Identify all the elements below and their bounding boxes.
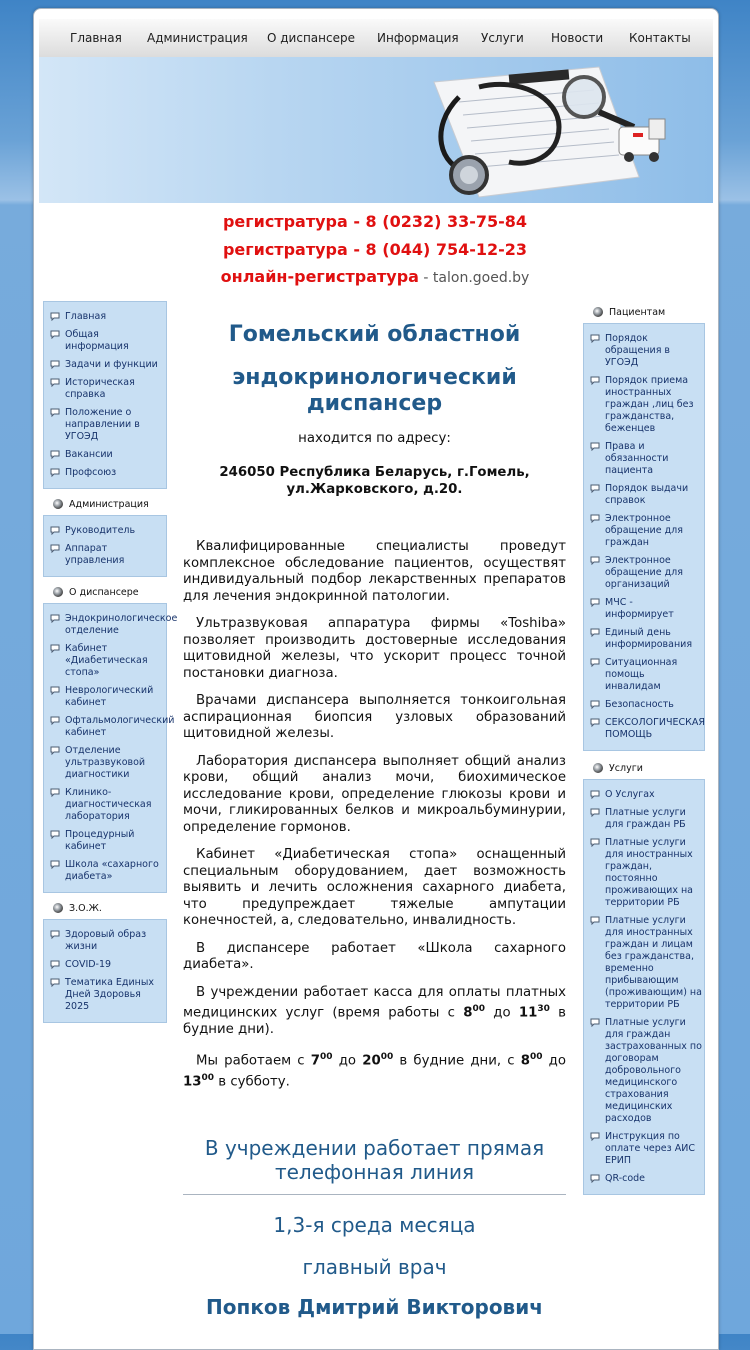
right-patients-item-label: Порядок обращения в УГОЭД [605,333,671,368]
left-main-item-4[interactable] [44,404,166,446]
hotline-schedule: 1,3-я среда месяца [273,1213,476,1238]
comment-bubble-icon [590,598,600,607]
comment-bubble-icon [50,408,60,417]
right-services-item-label: Платные услуги для граждан РБ [605,807,686,830]
hours-text-3: в будние дни, с [393,1053,521,1069]
doctor-name: Попков Дмитрий Викторович [206,1295,543,1320]
comment-bubble-icon [590,916,600,925]
comment-bubble-icon [50,526,60,535]
left-about-item-label: Эндокринологическое отделение [65,613,178,636]
comment-bubble-icon [590,1174,600,1183]
comment-bubble-icon [590,718,600,727]
right-patients-item-label: Порядок приема иностранных граждан ,лиц без гражданства, беженцев [605,375,694,434]
comment-bubble-icon [590,1018,600,1027]
right-patients-item-6[interactable] [584,594,704,624]
left-main-item-5[interactable] [44,446,166,464]
phone-2-text: регистратура - 8 (044) 754-12-23 [222,240,528,259]
left-main-item-label: Положение о направлении в УГОЭД [65,407,140,442]
right-patients-item-label: Единый день информирования [605,627,693,650]
right-patients-item-label: Электронное обращение для граждан [605,513,683,548]
top-nav [39,19,713,58]
nav-item-4[interactable]: Услуги [481,31,524,45]
hours-saturday-to-min: 00 [201,1073,215,1084]
nav-item-1[interactable]: Администрация [147,31,248,45]
menu-bullet-icon [593,763,603,773]
cash-text-1: В учреждении работает касса для оплаты платных медицинских услуг (время работы с [183,984,566,1021]
cash-minute-to: 30 [537,1004,550,1014]
right-services-item-label: Платные услуги для граждан застрахованных по договорам добровольного медицинского страхования медицинских расходов [605,1017,702,1124]
left-main-item-3[interactable] [44,374,166,404]
right-services-item-6[interactable] [584,1170,704,1188]
right-patients-heading [583,301,705,323]
left-main-item-label: Профсоюз [65,467,117,478]
menu-bullet-icon [53,499,63,509]
right-sidebar [583,301,705,1195]
description-paragraph-4: Кабинет «Диабетическая стопа» оснащенный специальным оборудованием, дает возможность выявить и лечить осложнения сахарного диабета, что предупреждает тяжелые ампутации конечностей, а, следовательно, инвалидность. [183,847,566,928]
comment-bubble-icon [50,978,60,987]
nav-item-0[interactable]: Главная [70,31,122,45]
left-about-item-6[interactable] [44,826,166,856]
online-registration-label: онлайн-регистратура [220,267,419,286]
left-zoz-item-label: COVID-19 [65,959,112,970]
right-patients-item-1[interactable] [584,372,704,438]
right-services-item-label: Инструкция по оплате через АИС ЕРИП [605,1131,695,1166]
comment-bubble-icon [50,746,60,755]
comment-bubble-icon [590,808,600,817]
comment-bubble-icon [50,450,60,459]
left-about-menu [43,603,178,893]
left-about-item-label: Неврологический кабинет [65,685,154,708]
comment-bubble-icon [590,514,600,523]
hours-saturday-from-min: 00 [529,1052,543,1063]
comment-bubble-icon [590,658,600,667]
comment-bubble-icon [50,614,60,623]
hours-text-1: Мы работаем с [196,1053,311,1069]
description-paragraph-1: Ультразвуковая аппаратура фирмы «Toshiba» позволяет производить достоверные исследования щитовидной железы, что ускорит процесс точной постановки диагноза. [183,616,566,681]
address: 246050 Республика Беларусь, г.Гомель, ул.Жарковского, д.20. [219,465,530,497]
left-zoz-item-0[interactable] [44,926,166,956]
left-admin-menu [43,515,167,577]
right-services-item-2[interactable] [584,834,704,912]
hours-weekday-to: 20 [362,1053,381,1069]
right-services-item-label: О Услугах [605,789,655,800]
nav-item-6[interactable]: Контакты [629,31,691,45]
header-banner [39,57,713,203]
left-zoz-heading [43,897,167,919]
left-about-item-label: Отделение ультразвуковой диагностики [65,745,146,780]
left-main-item-2[interactable] [44,356,166,374]
right-services-item-3[interactable] [584,912,704,1014]
right-services-heading [583,757,705,779]
working-hours-paragraph [183,1049,566,1091]
left-main-item-label: Вакансии [65,449,113,460]
left-about-item-label: Офтальмологический кабинет [65,715,175,738]
address-intro: находится по адресу: [298,431,451,446]
stethoscope-banner-image [39,57,713,203]
left-about-item-label: Процедурный кабинет [65,829,135,852]
left-admin-item-label: Аппарат управления [65,543,125,566]
menu-bullet-icon [53,903,63,913]
org-title-line2: эндокринологический диспансер [232,365,517,416]
org-title-line1: Гомельский областной [228,322,521,347]
right-services-item-0[interactable] [584,786,704,804]
cash-hour-from: 8 [463,1005,473,1021]
doctor-role: главный врач [302,1255,447,1280]
cash-text-2: до [485,1005,519,1021]
left-about-item-5[interactable] [44,784,166,826]
right-patients-item-10[interactable] [584,714,704,744]
zoz-heading-text: З.О.Ж. [69,902,102,914]
left-zoz-menu [43,919,167,1023]
hours-weekday-from-min: 00 [320,1052,333,1063]
left-main-item-label: Историческая справка [65,377,135,400]
hours-weekday-from: 7 [310,1053,321,1069]
hours-saturday-from: 8 [520,1053,530,1069]
cash-desk-paragraph [183,985,566,1039]
comment-bubble-icon [50,960,60,969]
left-about-item-label: Школа «сахарного диабета» [65,859,159,882]
cash-text-3: в будние дни). [183,1005,566,1037]
left-zoz-item-label: Здоровый образ жизни [65,929,147,952]
description-paragraph-2: Врачами диспансера выполняется тонкоигольная аспирационная биопсия узловых образований щитовидной железы. [183,693,566,741]
comment-bubble-icon [590,700,600,709]
right-services-menu [583,779,705,1195]
comment-bubble-icon [50,788,60,797]
admin-heading-text: Администрация [69,498,149,510]
online-registration-link[interactable]: talon.goed.by [432,270,530,286]
left-admin-item-label: Руководитель [65,525,136,536]
right-patients-item-7[interactable] [584,624,704,654]
left-admin-item-0[interactable] [44,522,166,540]
about-heading-text: О диспансере [69,586,139,598]
right-patients-item-2[interactable] [584,438,704,480]
menu-bullet-icon [53,587,63,597]
right-services-item-label: QR-code [605,1173,646,1184]
comment-bubble-icon [50,860,60,869]
comment-bubble-icon [50,330,60,339]
comment-bubble-icon [50,716,60,725]
patients-heading-text: Пациентам [609,306,666,318]
comment-bubble-icon [50,544,60,553]
right-patients-item-8[interactable] [584,654,704,696]
right-patients-item-label: МЧС - информирует [605,597,674,620]
comment-bubble-icon [590,442,600,451]
right-patients-item-0[interactable] [584,330,704,372]
comment-bubble-icon [50,378,60,387]
left-about-item-label: Кабинет «Диабетическая стопа» [65,643,148,678]
hours-weekday-to-min: 00 [380,1052,394,1063]
phone-line-1 [0,212,750,231]
comment-bubble-icon [590,628,600,637]
hours-text-2: до [332,1053,363,1069]
right-patients-menu [583,323,705,751]
hours-saturday-to: 13 [183,1074,202,1090]
nav-item-2[interactable]: О диспансере [267,31,355,45]
right-patients-item-5[interactable] [584,552,704,594]
comment-bubble-icon [50,686,60,695]
comment-bubble-icon [590,838,600,847]
menu-bullet-icon [593,307,603,317]
left-about-heading [43,581,167,603]
left-admin-heading [43,493,167,515]
description-paragraph-3: Лаборатория диспансера выполняет общий анализ крови, общий анализ мочи, биохимическое исследование крови, определение глюкозы крови и мочи, гликированных белков и микроальбуминурии, определение гормонов. [183,753,566,835]
hours-text-4: до [542,1053,566,1069]
description-block [183,539,566,974]
left-about-item-4[interactable] [44,742,166,784]
left-zoz-item-2[interactable] [44,974,166,1016]
comment-bubble-icon [590,484,600,493]
left-main-item-label: Главная [65,311,107,322]
cash-minute-from: 00 [472,1004,486,1014]
left-about-item-1[interactable] [44,640,166,682]
left-main-item-label: Общая информация [65,329,129,352]
comment-bubble-icon [50,312,60,321]
nav-item-5[interactable]: Новости [551,31,604,45]
right-patients-item-3[interactable] [584,480,704,510]
hours-text-5: в субботу. [214,1074,290,1090]
left-main-item-6[interactable] [44,464,166,482]
left-main-item-0[interactable] [44,308,166,326]
left-about-item-2[interactable] [44,682,166,712]
online-registration-line [0,267,750,286]
right-patients-item-4[interactable] [584,510,704,552]
left-main-item-1[interactable] [44,326,166,356]
comment-bubble-icon [590,790,600,799]
right-services-item-label: Платные услуги для иностранных граждан, постоянно проживающих на территории РБ [605,837,694,908]
hotline-heading: В учреждении работает прямая телефонная линия [204,1136,545,1185]
right-services-item-label: Платные услуги для иностранных граждан и лицам без гражданства, временно прибывающим (проживающим) на территории РБ [605,915,702,1010]
right-services-item-5[interactable] [584,1128,704,1170]
left-zoz-item-1[interactable] [44,956,166,974]
left-sidebar [43,301,178,1023]
right-services-item-4[interactable] [584,1014,704,1128]
phone-line-2 [0,240,750,259]
description-paragraph-5: В диспансере работает «Школа сахарного диабета». [183,940,566,972]
right-services-item-1[interactable] [584,804,704,834]
comment-bubble-icon [50,644,60,653]
comment-bubble-icon [590,1132,600,1141]
right-patients-item-label: Ситуационная помощь инвалидам [605,657,678,692]
left-zoz-item-label: Тематика Единых Дней Здоровья 2025 [65,977,155,1012]
left-about-item-7[interactable] [44,856,166,886]
left-main-item-label: Задачи и функции [65,359,158,370]
description-paragraph-0: Квалифицированные специалисты проведут комплексное обследование пациентов, осуществят индивидуальный подбор лекарственных препаратов для лечения эндокринной патологии. [183,539,566,604]
right-patients-item-label: Электронное обращение для организаций [605,555,683,590]
comment-bubble-icon [590,334,600,343]
right-patients-item-label: Порядок выдачи справок [605,483,689,506]
comment-bubble-icon [590,556,600,565]
services-heading-text: Услуги [609,762,643,774]
comment-bubble-icon [590,376,600,385]
online-registration-separator: - [418,270,433,286]
right-patients-item-9[interactable] [584,696,704,714]
divider [183,1194,566,1195]
right-patients-item-label: Права и обязанности пациента [605,441,669,476]
cash-hour-to: 11 [518,1005,538,1021]
comment-bubble-icon [50,468,60,477]
left-about-item-0[interactable] [44,610,178,640]
right-patients-item-label: СЕКСОЛОГИЧЕСКАЯ ПОМОЩЬ [605,717,706,740]
nav-item-3[interactable]: Информация [377,31,459,45]
comment-bubble-icon [50,830,60,839]
left-admin-item-1[interactable] [44,540,166,570]
left-about-item-label: Клинико-диагностическая лаборатория [65,787,152,822]
phone-1-text: регистратура - 8 (0232) 33-75-84 [222,212,528,231]
comment-bubble-icon [50,360,60,369]
comment-bubble-icon [50,930,60,939]
left-about-item-3[interactable] [44,712,175,742]
left-main-menu [43,301,167,489]
right-patients-item-label: Безопасность [605,699,674,710]
main-content [183,300,566,1319]
